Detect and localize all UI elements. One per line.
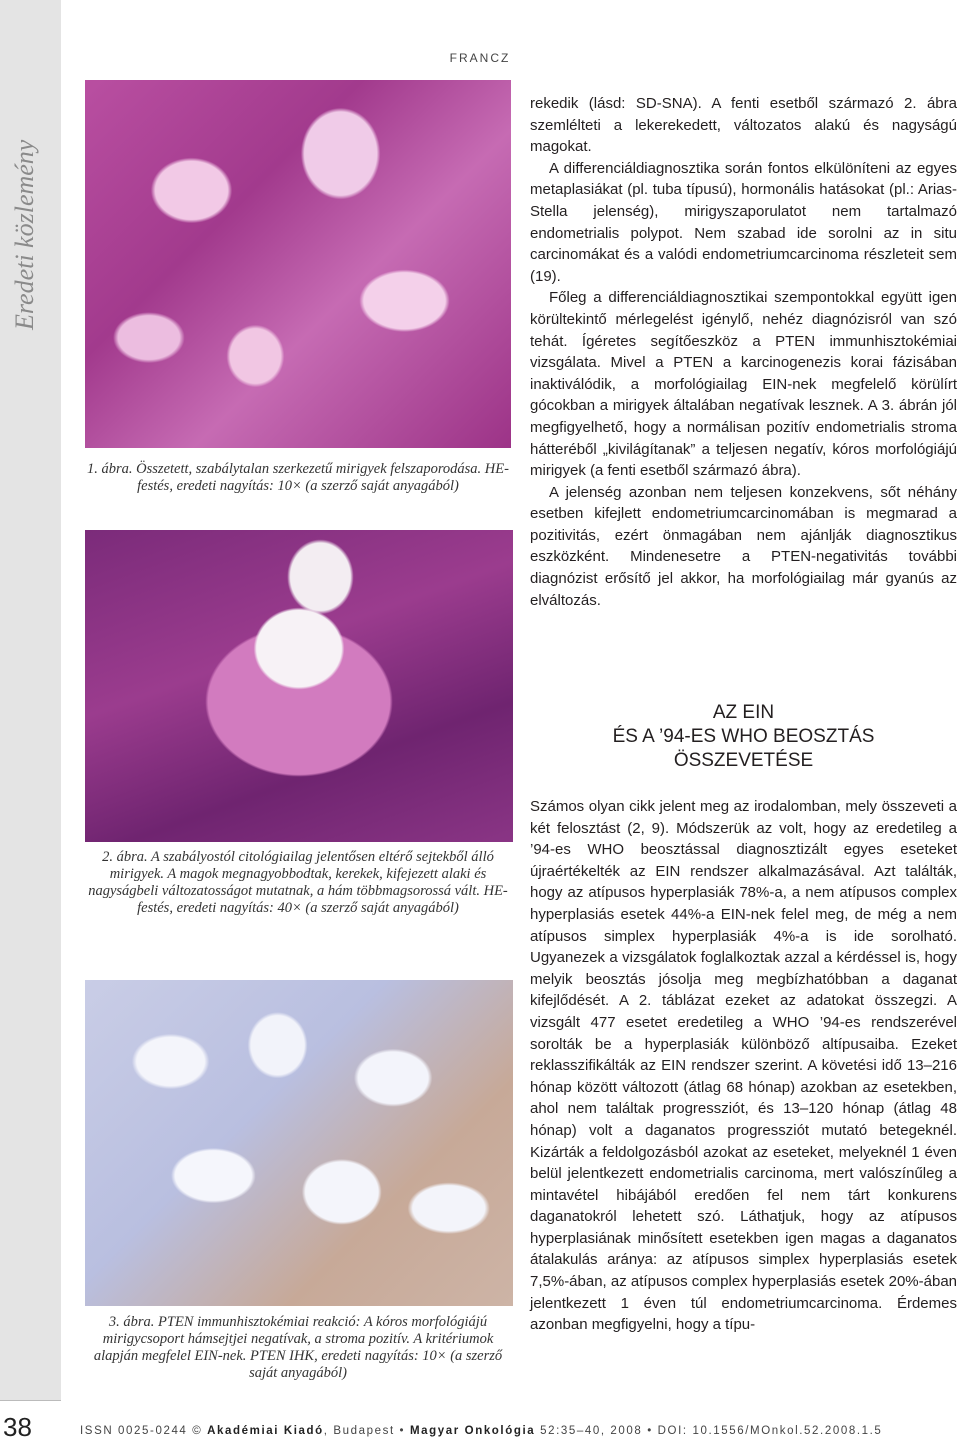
section-heading-line: ÖSSZEVETÉSE [673, 750, 814, 771]
journal-name: Magyar Onkológia [409, 1425, 536, 1437]
figure-1-caption: 1. ábra. Összetett, szabálytalan szerkezetű mirigyek felszaporodása. HE-festés, eredeti nagyítás: 10× (a szerző saját anyagából) [87, 461, 509, 494]
figure-2-caption: 2. ábra. A szabályostól citológiailag jelentősen eltérő sejtekből álló mirigyek. A magok megnagyobbodtak, kerekek, kifejezett alaki és nagyságbeli változatosságot mutatnak, a hám többmagsorossá vált. HE-festés, eredeti nagyítás: 40× (a szerző saját anyagából) [88, 849, 508, 916]
publisher: Akadémiai Kiadó [207, 1425, 324, 1437]
footer-citation [80, 1425, 960, 1437]
figure-3-image [85, 980, 513, 1306]
footer-divider [0, 1400, 61, 1401]
section-label: Eredeti közlemény [10, 139, 39, 330]
sidebar-band [0, 0, 61, 1400]
city: , Budapest • [323, 1425, 410, 1437]
issn: ISSN 0025-0244 © [80, 1425, 208, 1437]
figure-1-image [85, 80, 511, 448]
running-title: FRANCZ [449, 51, 511, 65]
section-heading [530, 701, 957, 773]
section-heading-line: AZ EIN [712, 702, 775, 723]
figure-3-caption: 3. ábra. PTEN immunhisztokémiai reakció: A kóros morfológiájú mirigycsoport hámsejtjei negatívak, a stroma pozitív. A kritériumok alapján megfelel EIN-nek. PTEN IHK, eredeti nagyítás: 10× (a szerző saját anyagából) [93, 1314, 503, 1381]
paragraph: A differenciáldiagnosztika során fontos elkülöníteni az egyes metaplasiákat (pl. tuba típusú), hormonális hatásokat (pl.: Arias-Stella jelenség), mirigyszaporulatot nem tartalmazó endometrialis polypot. Nem szabad ide sorolni az in situ carcinomákat és a valódi endometriumcarcinoma részleteit sem (19). [530, 159, 957, 285]
paragraph: Főleg a differenciáldiagnosztikai szempontokkal együtt igen körültekintő mérlegelést igénylő, nehéz diagnózisról van szó tehát. Ígéretes segítőeszköz a PTEN immunhisztokémiai vizsgálata. Mivel a PTEN a karcinogenezis korai fázisában inaktiválódik, a morfológiailag EIN-nek megfelelő körülírt gócokban a mirigyek általában negatívak lesznek. A 3. ábrán jól megfigyelhető, hogy a normálisan pozitív endometrialis stroma hátteréből „kivilágítanak” a teljesen negatív, kóros morfológiájú mirigyek (a fenti esetből származó ábra). [530, 289, 957, 480]
paragraph: Számos olyan cikk jelent meg az irodalomban, mely összeveti a két felosztást (2, 9). Módszerük az volt, hogy az eredetileg a ’94-es WHO beosztással diagnosztizált egyes eseteket újraértékelték az EIN rendszer alkalmazásával. Azt találták, hogy az atípusos hyperplasiák 78%-a, a nem atípusos complex hyperplasiás esetek 44%-a EIN-nek felel meg, de még a nem atípusos simplex hyperplasiák 4%-a is ide sorolható. Ugyanezek a vizsgálatok foglalkoztak azzal a kérdéssel is, hogy melyik beosztás jósolja meg megbízhatóbban a daganat kifejlődését. A 2. táblázat ezeket az adatokat összegzi. A vizsgált 477 esetet eredetileg a WHO ’94-es rendszerével sorolták be a hyperplasiák különböző altípusaiba. Ezeket reklasszifikálták az EIN rendszer szerint. A követési idő 13–216 hónap között változott (átlag 68 hónap) azokban az esetekben, ahol nem találtak progressziót, és 13–120 hónap (átlag 48 hónap) volt a daganatos progressziót mutató betegeknél. Kizárták a feldolgozásból azokat az eseteket, melyeknél 1 éven belül jelentkezett endometrialis carcinoma, mert valószínűleg a mintavétel hibájából eredően fel nem tárt konkurens daganatokról lehetett szó. Láthatjuk, hogy az atípusos hyperplasiának minősített esetekben igen magas a daganatos átalakulás aránya: az atípusos simplex hyperplasiás esetek 7,5%-ában, az atípusos complex hyperplasiás esetek 20%-ában jelentkezett 1 éven túl endometriumcarcinoma. Érdemes azonban megfigyelni, hogy a típu- [530, 798, 957, 1334]
paragraph: A jelenség azonban nem teljesen konzekvens, sőt néhány esetben kifejlett endometriumcarcinomában is megmarad a pozitivitás, ezért önmagában nem ajánlják diagnosztikus eszközként. Mindenesetre a PTEN-negativitás további diagnózist erősítő jel akkor, ha morfológiailag már gyanús az elváltozás. [530, 483, 957, 609]
page-number: 38 [3, 1412, 32, 1442]
citation: 52:35–40, 2008 • DOI: 10.1556/MOnkol.52.2008.1.5 [535, 1425, 883, 1437]
body-text-top [530, 93, 957, 611]
section-heading-line: ÉS A ’94-ES WHO BEOSZTÁS [612, 726, 875, 747]
figure-2-image [85, 530, 513, 842]
body-text-bottom [530, 796, 957, 1336]
paragraph: rekedik (lásd: SD-SNA). A fenti esetből származó 2. ábra szemlélteti a lekerekedett, változatos alakú és nagyságú magokat. [530, 95, 957, 156]
